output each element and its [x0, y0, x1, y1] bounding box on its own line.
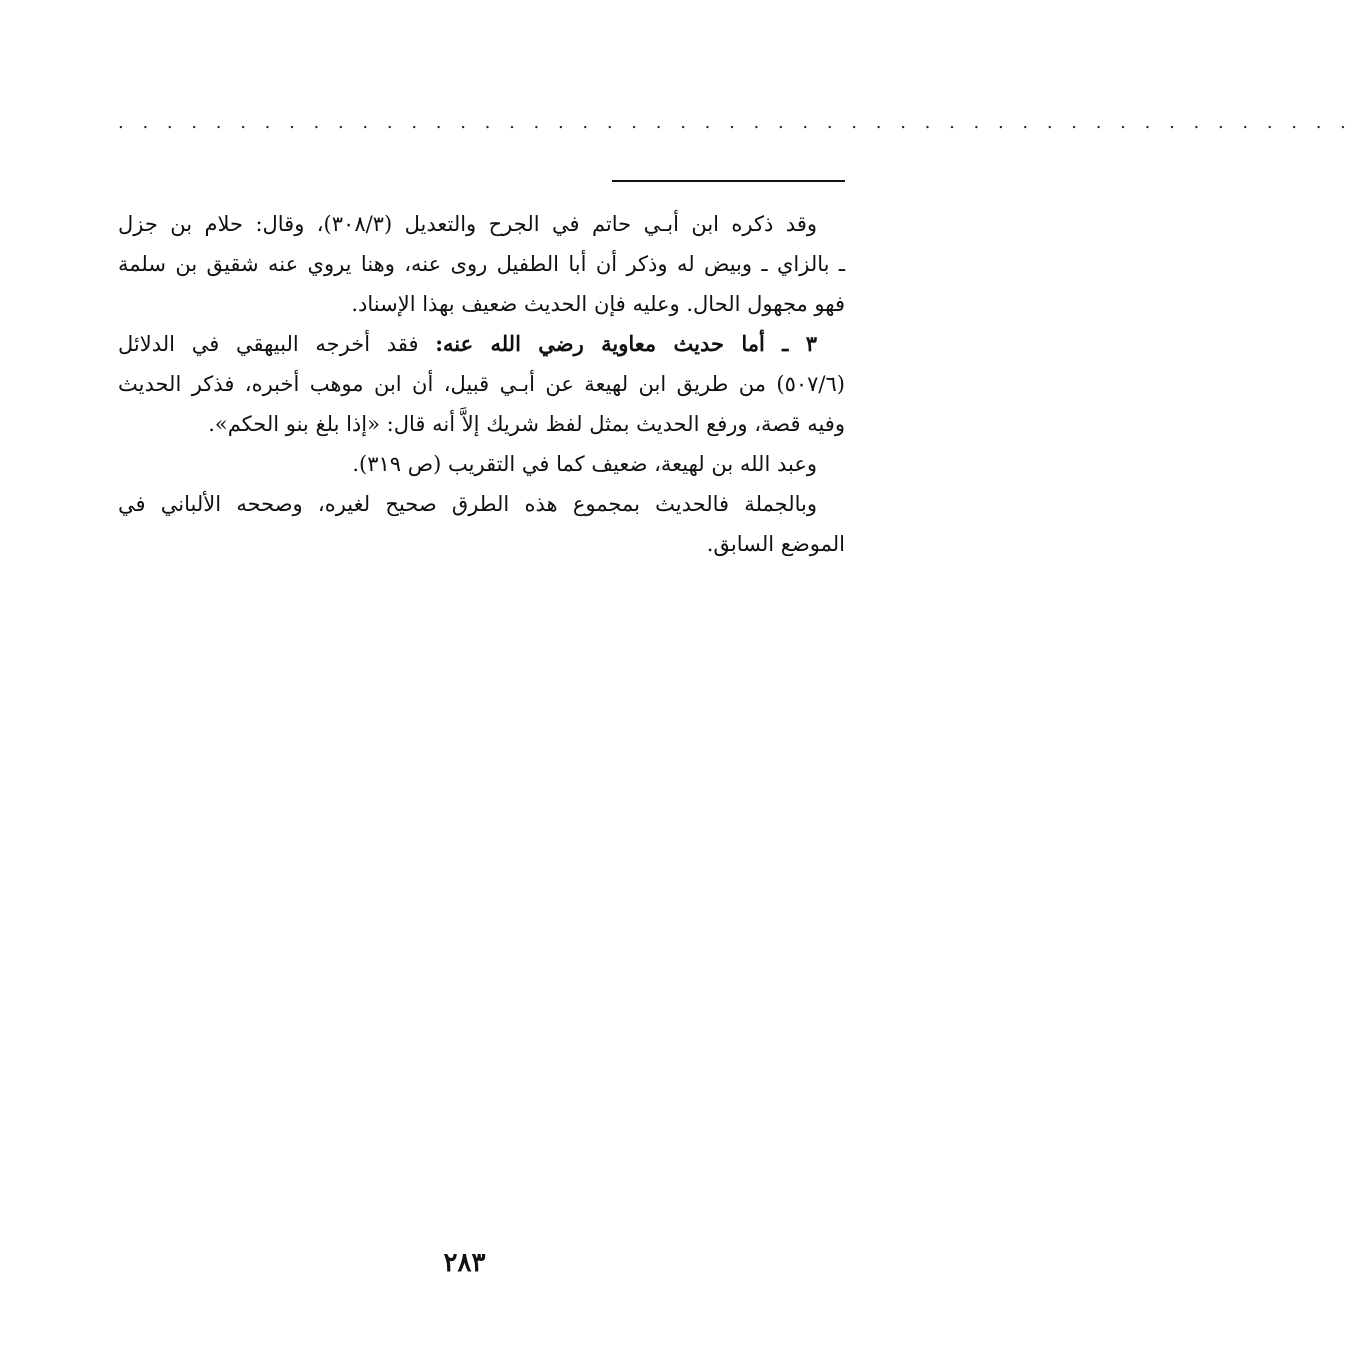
paragraph-2 — [118, 324, 845, 444]
paragraph-heading: ٣ ـ أما حديث معاوية رضي الله عنه: — [435, 331, 817, 356]
footnote-rule — [612, 180, 845, 182]
text-line: (٥٠٧/٦) من طريق ابن لهيعة عن أبـي قبيل، أن ابن موهب أخبره، فذكر الحديث — [118, 372, 845, 396]
text-line: فهو مجهول الحال. وعليه فإن الحديث ضعيف بهذا الإسناد. — [351, 292, 845, 316]
page-number: ٢٨٣ — [443, 1248, 486, 1278]
paragraph-1 — [118, 204, 845, 324]
text-span: فقد أخرجه البيهقي في الدلائل — [118, 332, 419, 356]
text-line: الموضع السابق. — [706, 532, 845, 556]
separator-dots: . . . . . . . . . . . . . . . . . . . . . . . . . . . . . . . . . . . . . . . . . . . . . . . . . . . — [118, 112, 1352, 133]
text-line — [118, 324, 845, 364]
text-line: وفيه قصة، ورفع الحديث بمثل لفظ شريك إلاَّ أنه قال: «إذا بلغ بنو الحكم». — [208, 412, 845, 436]
text-line: وعبد الله بن لهيعة، ضعيف كما في التقريب (ص ٣١٩). — [352, 452, 817, 476]
text-line: ـ بالزاي ـ وبيض له وذكر أن أبا الطفيل روى عنه، وهنا يروي عنه شقيق بن سلمة — [118, 252, 845, 276]
footnote-body — [118, 204, 845, 564]
paragraph-3 — [118, 444, 845, 484]
paragraph-4 — [118, 484, 845, 564]
text-line: وبالجملة فالحديث بمجموع هذه الطرق صحيح لغيره، وصححه الألباني في — [118, 492, 817, 516]
text-line: وقد ذكره ابن أبـي حاتم في الجرح والتعديل (٣٠٨/٣)، وقال: حلام بن جزل — [118, 212, 817, 236]
